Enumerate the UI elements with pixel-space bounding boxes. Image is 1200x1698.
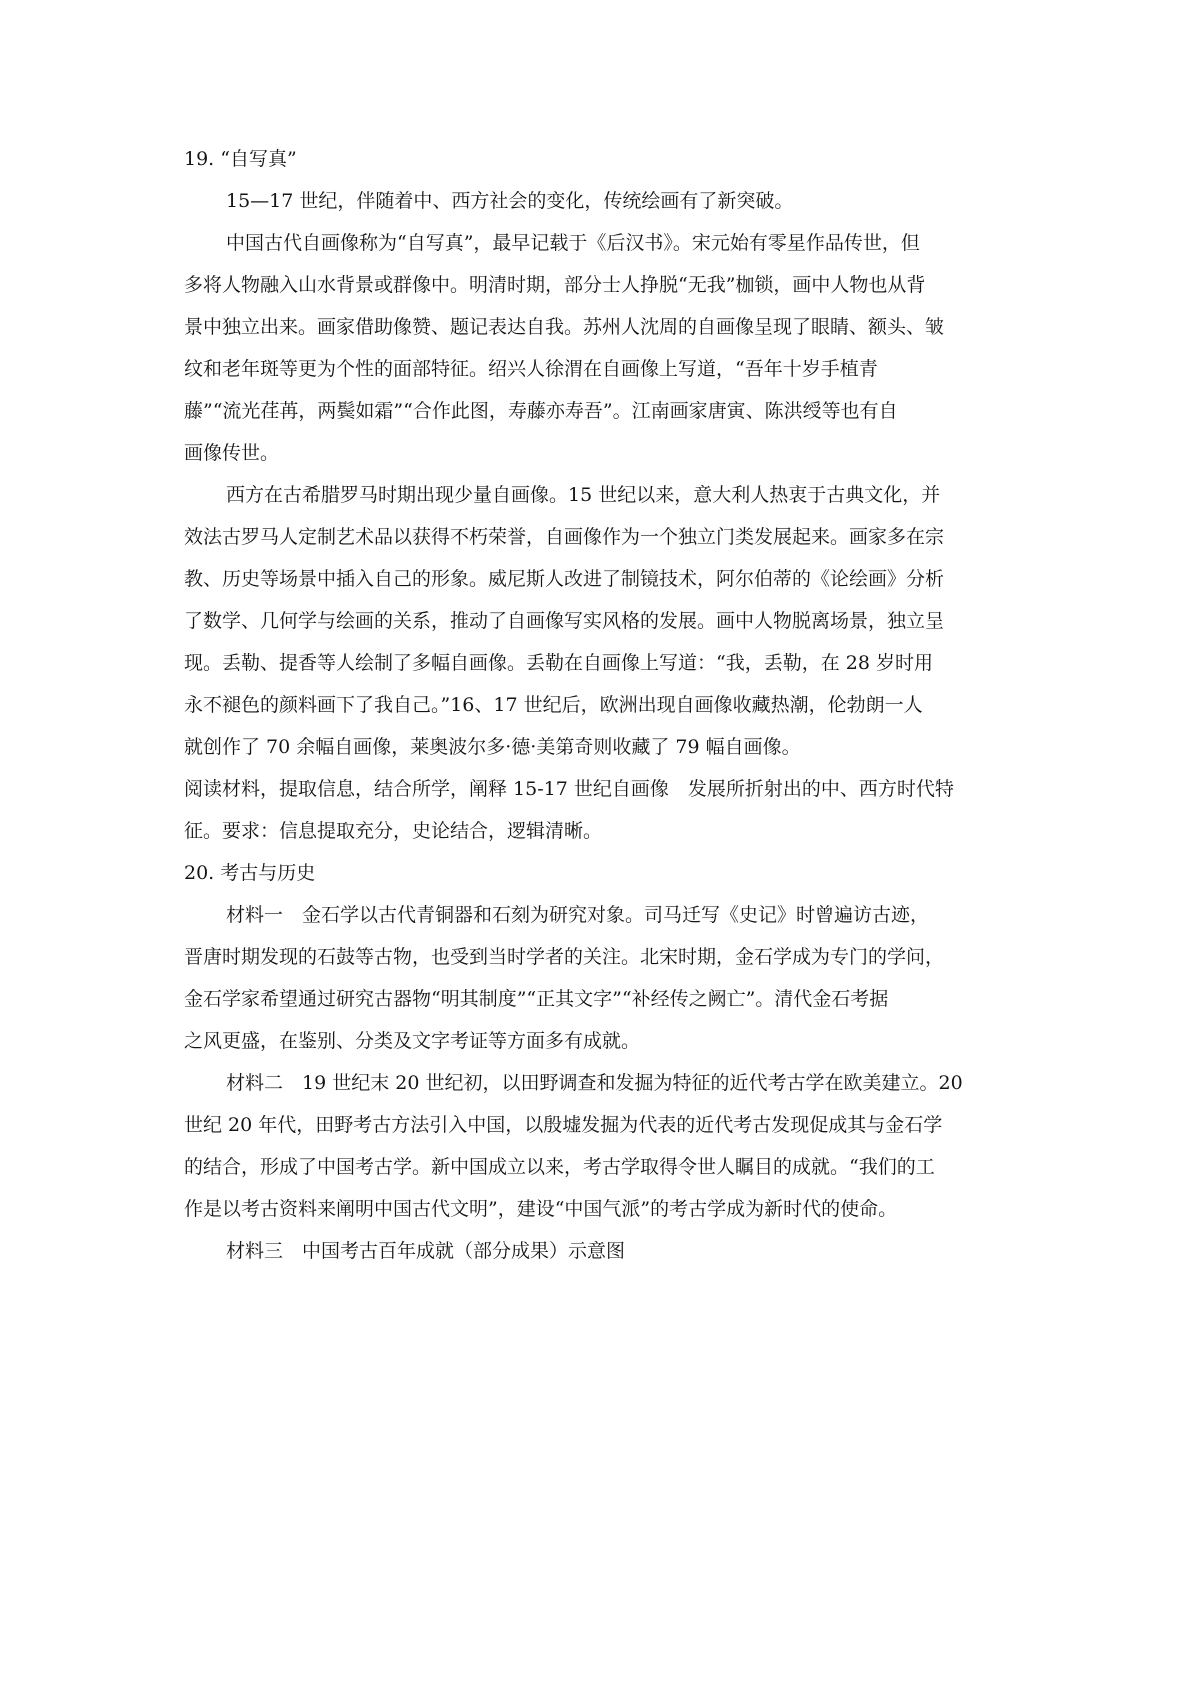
q19-line: 了数学、几何学与绘画的关系，推动了自画像写实风格的发展。画中人物脱离场景，独立呈 [184,610,945,632]
q19-line: 教、历史等场景中插入自己的形象。威尼斯人改进了制镜技术，阿尔伯蒂的《论绘画》分析 [184,568,945,590]
q19-line: 藤”“流光荏苒，两鬓如霜”“合作此图，寿藤亦寿吾”。江南画家唐寅、陈洪绶等也有自 [184,400,898,422]
q19-line: 15—17 世纪，伴随着中、西方社会的变化，传统绘画有了新突破。 [226,190,794,212]
q19-line: 景中独立出来。画家借助像赞、题记表达自我。苏州人沈周的自画像呈现了眼睛、额头、皱 [184,316,945,338]
q20-line: 世纪 20 年代，田野考古方法引入中国，以殷墟发掘为代表的近代考古发现促成其与金石学 [184,1114,943,1136]
q19-line: 画像传世。 [184,442,280,464]
q20-line: 之风更盛，在鉴别、分类及文字考证等方面多有成就。 [184,1030,641,1052]
q19-question-line: 阅读材料，提取信息，结合所学，阐释 15-17 世纪自画像 发展所折射出的中、西方时代特 [184,778,954,800]
question-20-title: 20. 考古与历史 [184,862,316,884]
q19-line: 多将人物融入山水背景或群像中。明清时期，部分士人挣脱“无我”枷锁，画中人物也从背 [184,274,926,296]
q20-line: 材料三 中国考古百年成就（部分成果）示意图 [226,1240,626,1262]
q19-line: 永不褪色的颜料画下了我自己。”16、17 世纪后，欧洲出现自画像收藏热潮，伦勃朗一人 [184,694,923,716]
q19-question-line: 征。要求：信息提取充分，史论结合，逻辑清晰。 [184,820,603,842]
q20-line: 作是以考古资料来阐明中国古代文明”，建设“中国气派”的考古学成为新时代的使命。 [184,1198,898,1220]
q19-line: 现。丢勒、提香等人绘制了多幅自画像。丢勒在自画像上写道：“我，丢勒，在 28 岁时用 [184,652,933,674]
q19-line: 就创作了 70 余幅自画像，莱奥波尔多·德·美第奇则收藏了 79 幅自画像。 [184,736,801,758]
q19-line: 西方在古希腊罗马时期出现少量自画像。15 世纪以来，意大利人热衷于古典文化，并 [226,484,941,506]
q19-line: 纹和老年斑等更为个性的面部特征。绍兴人徐渭在自画像上写道，“吾年十岁手植青 [184,358,878,380]
q19-line: 效法古罗马人定制艺术品以获得不朽荣誉，自画像作为一个独立门类发展起来。画家多在宗 [184,526,945,548]
question-19-title: 19. “自写真” [184,148,297,170]
page-content [184,138,1024,1272]
q19-line: 中国古代自画像称为“自写真”，最早记载于《后汉书》。宋元始有零星作品传世，但 [226,232,920,254]
q20-line: 金石学家希望通过研究古器物“明其制度”“正其文字”“补经传之阙亡”。清代金石考据 [184,988,889,1010]
q20-line: 晋唐时期发现的石鼓等古物，也受到当时学者的关注。北宋时期，金石学成为专门的学问， [184,946,945,968]
q20-line: 材料一 金石学以古代青铜器和石刻为研究对象。司马迁写《史记》时曾遍访古迹， [226,904,930,926]
q20-line: 的结合，形成了中国考古学。新中国成立以来，考古学取得令世人瞩目的成就。“我们的工 [184,1156,935,1178]
q20-line: 材料二 19 世纪末 20 世纪初，以田野调查和发掘为特征的近代考古学在欧美建立。20 [226,1072,963,1094]
